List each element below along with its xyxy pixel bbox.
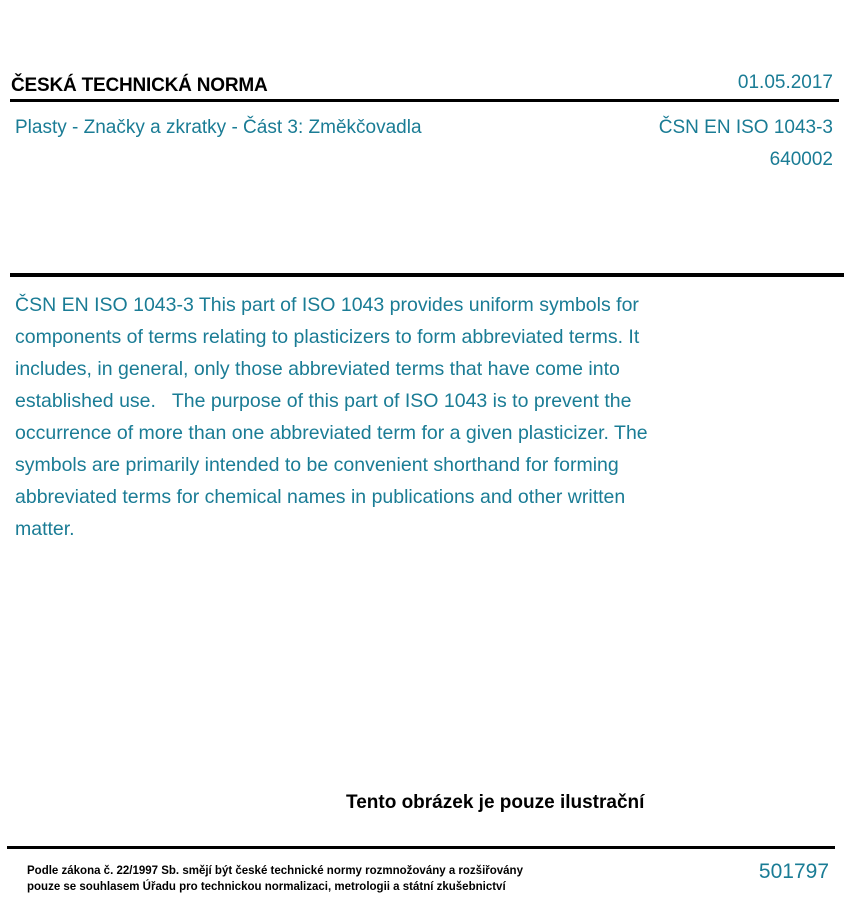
abstract-text: ČSN EN ISO 1043-3 This part of ISO 1043 provides uniform symbols for components of terms relating to plasticizers to form abbreviated terms. It includes, in general, only those abbreviated terms that have come into established use. The purpose of this part of ISO 1043 is to prevent the occurrence of more than one abbreviated term for a given plasticizer. The symbols are primarily intended to be convenient shorthand for forming abbreviated terms for chemical names in publications and other written matter. [15, 294, 654, 540]
document-code: ČSN EN ISO 1043-3 [658, 117, 833, 138]
illustration-note: Tento obrázek je pouze ilustrační [346, 792, 645, 813]
standard-type-heading: ČESKÁ TECHNICKÁ NORMA [11, 75, 268, 96]
document-title: Plasty - Značky a zkratky - Část 3: Změkčovadla [15, 117, 422, 138]
classification-number: 640002 [769, 149, 833, 170]
footer-divider [7, 846, 835, 849]
publication-date: 01.05.2017 [737, 72, 833, 93]
header-divider [10, 99, 839, 102]
footer-document-number: 501797 [758, 860, 829, 883]
legal-notice: Podle zákona č. 22/1997 Sb. smějí být české technické normy rozmnožovány a rozšiřovány pouze se souhlasem Úřadu pro technickou normalizaci, metrologii a státní zkušebnictví [27, 865, 523, 893]
section-divider [10, 273, 844, 277]
